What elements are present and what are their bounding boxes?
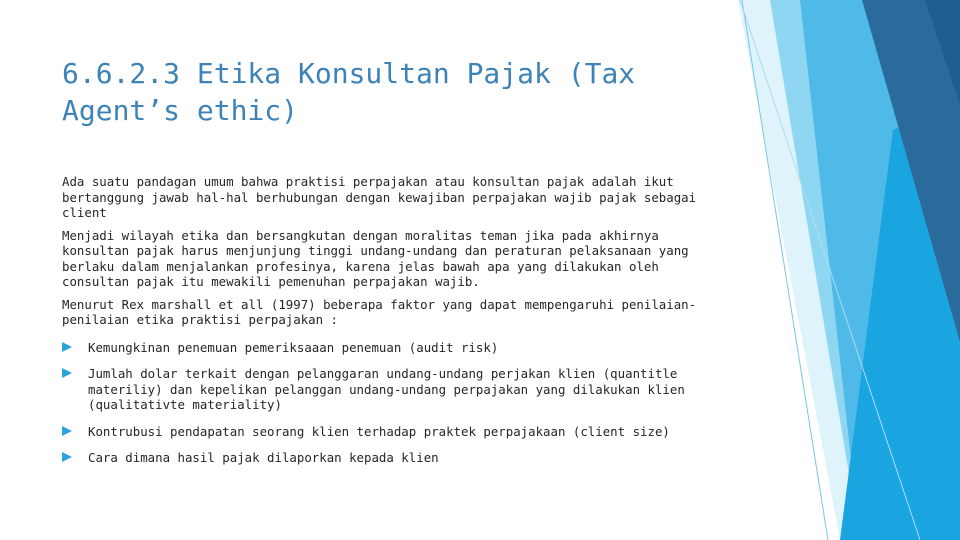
list-item bbox=[62, 340, 732, 356]
list-item-text: Kontrubusi pendapatan seorang klien terhadap praktek perpajakaan (client size) bbox=[88, 423, 670, 439]
factor-list bbox=[62, 340, 732, 466]
triangle-right-icon bbox=[62, 426, 72, 436]
slide-body bbox=[62, 174, 732, 477]
list-item bbox=[62, 450, 732, 466]
list-item-text: Jumlah dolar terkait dengan pelanggaran undang-undang perjakan klien (quantitle materiliy) dan kepelikan pelanggan undang-undang perpajakan yang dilakukan klien (qualitativte materiality) bbox=[88, 366, 685, 412]
triangle-right-icon bbox=[62, 342, 72, 352]
paragraph-factors: Menurut Rex marshall et all (1997) beberapa faktor yang dapat mempengaruhi penilaian-penilaian etika praktisi perpajakan : bbox=[62, 296, 697, 327]
list-item bbox=[62, 424, 732, 440]
paragraph-intro: Ada suatu pandagan umum bahwa praktisi perpajakan atau konsultan pajak adalah ikut bertanggung jawab hal-hal berhubungan dengan kewajiban perpajakan wajib pajak sebagai client bbox=[62, 174, 697, 220]
list-item-text: Cara dimana hasil pajak dilaporkan kepada klien bbox=[88, 450, 439, 465]
slide-title: 6.6.2.3 Etika Konsultan Pajak (Tax Agent’s ethic) bbox=[62, 57, 636, 127]
list-item-text: Kemungkinan penemuan pemeriksaaan penemuan (audit risk) bbox=[88, 339, 499, 355]
triangle-right-icon bbox=[62, 452, 72, 462]
paragraph-ethics: Menjadi wilayah etika dan bersangkutan dengan moralitas teman jika pada akhirnya konsultan pajak harus menjunjung tinggi undang-undang dan peraturan pelaksanaan yang berlaku dalam menjalankan profesinya, karena jelas bawah apa yang dilakukan oleh consultan pajak itu mewakili pemenuhan perpajakan wajib. bbox=[62, 227, 689, 289]
list-item bbox=[62, 366, 732, 413]
triangle-right-icon bbox=[62, 368, 72, 378]
